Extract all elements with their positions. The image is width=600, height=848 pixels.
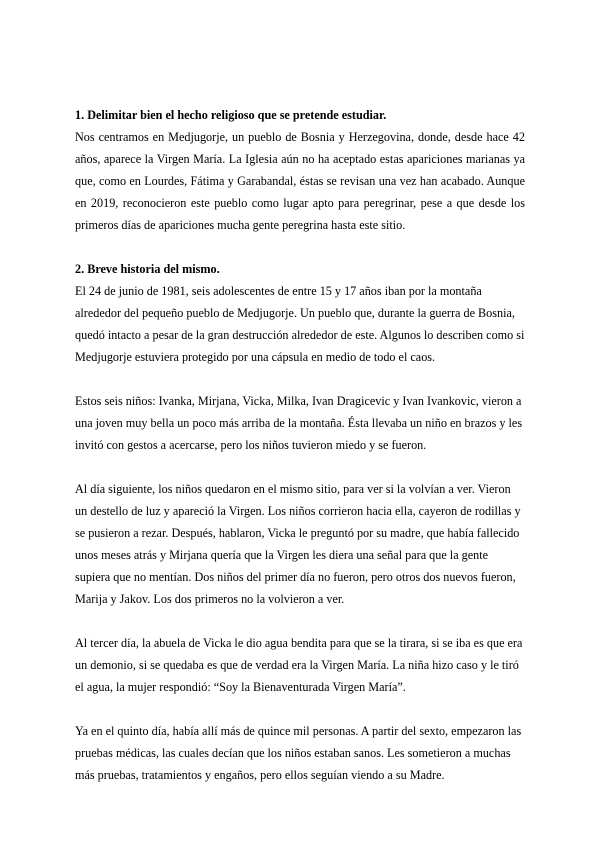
paragraph: Ya en el quinto día, había allí más de quince mil personas. A partir del sexto, empezaron las pruebas médicas, las cuales decían que los niños estaban sanos. Les sometieron a muchas más pruebas, tratamientos y engaños, pero ellos seguían viendo a su Madre. [75, 724, 522, 782]
section-1 [75, 104, 525, 236]
section-heading: 1. Delimitar bien el hecho religioso que se pretende estudiar. [75, 108, 387, 122]
paragraph: Al día siguiente, los niños quedaron en el mismo sitio, para ver si la volvían a ver. Vieron un destello de luz y apareció la Virgen. Los niños corrieron hacia ella, cayeron de rodillas y se pusieron a rezar. Después, hablaron, Vicka le preguntó por su madre, que había fallecido unos meses atrás y Mirjana quería que la Virgen les diera una señal para que la gente supiera que no mentían. Dos niños del primer día no fueron, pero otros dos nuevos fueron, Marija y Jakov. Los dos primeros no la volvieron a ver. [75, 482, 521, 606]
paragraph: Estos seis niños: Ivanka, Mirjana, Vicka, Milka, Ivan Dragicevic y Ivan Ivankovic, vieron a una joven muy bella un poco más arriba de la montaña. Ésta llevaba un niño en brazos y les invitó con gestos a acercarse, pero los niños tuvieron miedo y se fueron. [75, 394, 523, 452]
paragraph: Nos centramos en Medjugorje, un pueblo de Bosnia y Herzegovina, donde, desde hace 42 años, aparece la Virgen María. La Iglesia aún no ha aceptado estas apariciones marianas ya que, como en Lourdes, Fátima y Garabandal, éstas se revisan una vez han acabado. Aunque en 2019, reconocieron este pueblo como lugar apto para peregrinar, pese a que desde los primeros días de apariciones mucha gente peregrina hasta este sitio. [75, 130, 525, 232]
section-2 [75, 258, 525, 786]
document-page [75, 104, 525, 786]
paragraph: Al tercer día, la abuela de Vicka le dio agua bendita para que se la tirara, si se iba es que era un demonio, si se quedaba es que de verdad era la Virgen María. La niña hizo caso y le tiró el agua, la mujer respondió: “Soy la Bienaventurada Virgen María”. [75, 636, 523, 694]
section-heading: 2. Breve historia del mismo. [75, 262, 220, 276]
paragraph: El 24 de junio de 1981, seis adolescentes de entre 15 y 17 años iban por la montaña alrededor del pequeño pueblo de Medjugorje. Un pueblo que, durante la guerra de Bosnia, quedó intacto a pesar de la gran destrucción alrededor de este. Algunos lo describen como si Medjugorje estuviera protegido por una cápsula en medio de todo el caos. [75, 284, 525, 364]
